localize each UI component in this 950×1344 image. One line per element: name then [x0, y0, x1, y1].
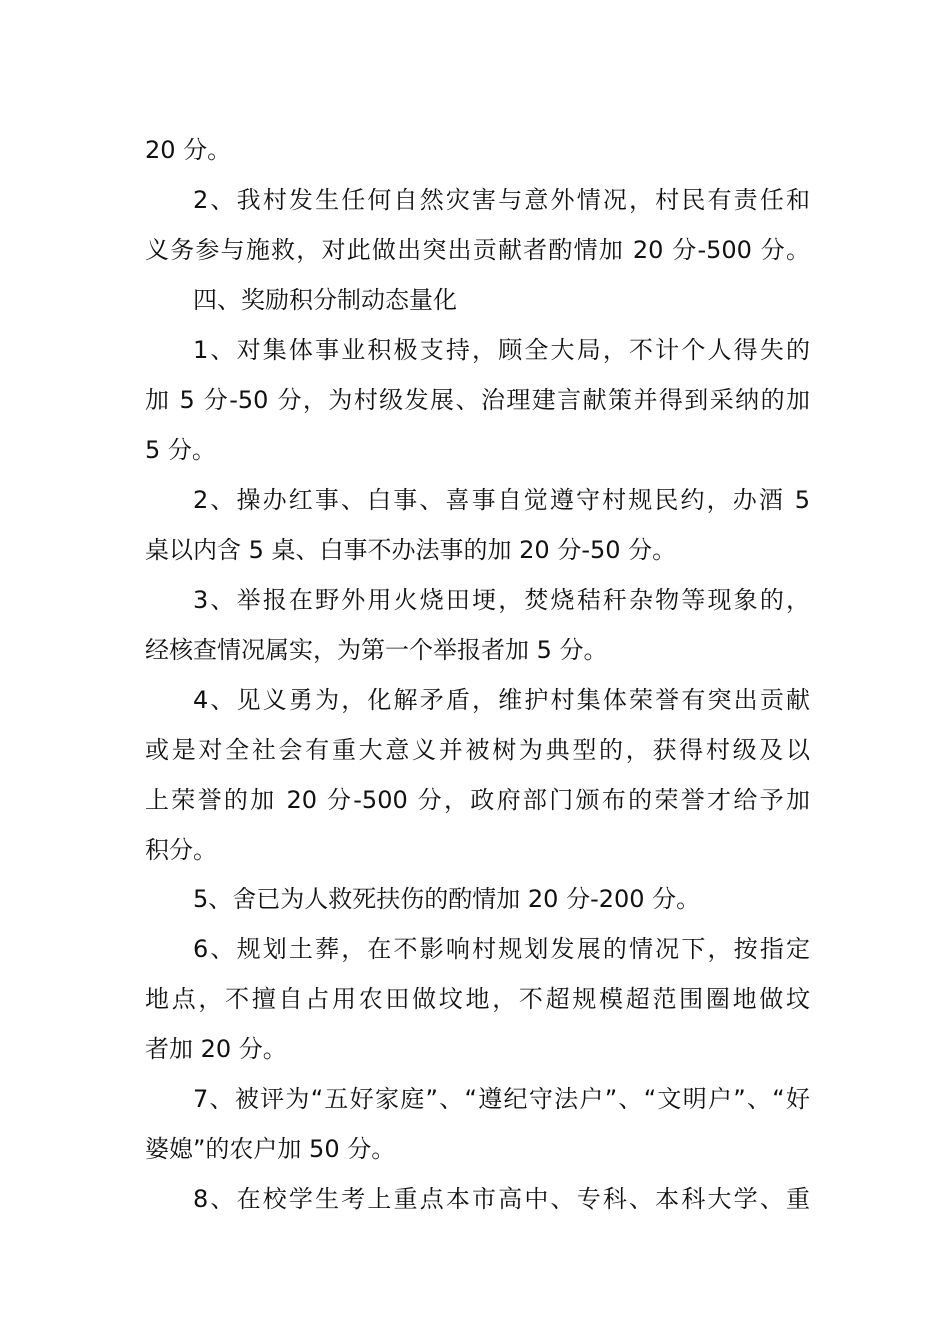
text-line: 桌以内含 5 桌、白事不办法事的加 20 分-50 分。 [145, 536, 677, 564]
text-line: 7、被评为“五好家庭”、“遵纪守法户”、“文明户”、“好 [193, 1085, 810, 1113]
text-line: 2、操办红事、白事、喜事自觉遵守村规民约，办酒 5 [193, 486, 810, 514]
text-line: 或是对全社会有重大意义并被树为典型的，获得村级及以 [145, 736, 810, 764]
text-line: 经核查情况属实，为第一个举报者加 5 分。 [145, 636, 608, 664]
section-heading: 四、奖励积分制动态量化 [193, 286, 457, 314]
text-line: 6、规划土葬，在不影响村规划发展的情况下，按指定 [193, 935, 810, 963]
text-line: 20 分。 [145, 136, 232, 164]
text-line: 3、举报在野外用火烧田埂，焚烧秸秆杂物等现象的， [193, 586, 810, 614]
text-line: 5 分。 [145, 436, 216, 464]
text-line: 4、见义勇为，化解矛盾，维护村集体荣誉有突出贡献 [193, 686, 810, 714]
text-line: 2、我村发生任何自然灾害与意外情况，村民有责任和 [193, 186, 810, 214]
text-line: 婆媳”的农户加 50 分。 [145, 1135, 396, 1163]
text-line: 义务参与施救，对此做出突出贡献者酌情加 20 分-500 分。 [145, 236, 810, 264]
text-line: 1、对集体事业积极支持，顾全大局，不计个人得失的 [193, 336, 810, 364]
text-line: 加 5 分-50 分，为村级发展、治理建言献策并得到采纳的加 [145, 386, 810, 414]
text-line: 5、舍已为人救死扶伤的酌情加 20 分-200 分。 [193, 885, 701, 913]
text-line: 上荣誉的加 20 分-500 分，政府部门颁布的荣誉才给予加 [145, 786, 810, 814]
text-line: 积分。 [145, 836, 217, 864]
text-line: 地点，不擅自占用农田做坟地，不超规模超范围圈地做坟 [145, 985, 810, 1013]
text-line: 8、在校学生考上重点本市高中、专科、本科大学、重 [193, 1185, 810, 1213]
text-line: 者加 20 分。 [145, 1035, 287, 1063]
